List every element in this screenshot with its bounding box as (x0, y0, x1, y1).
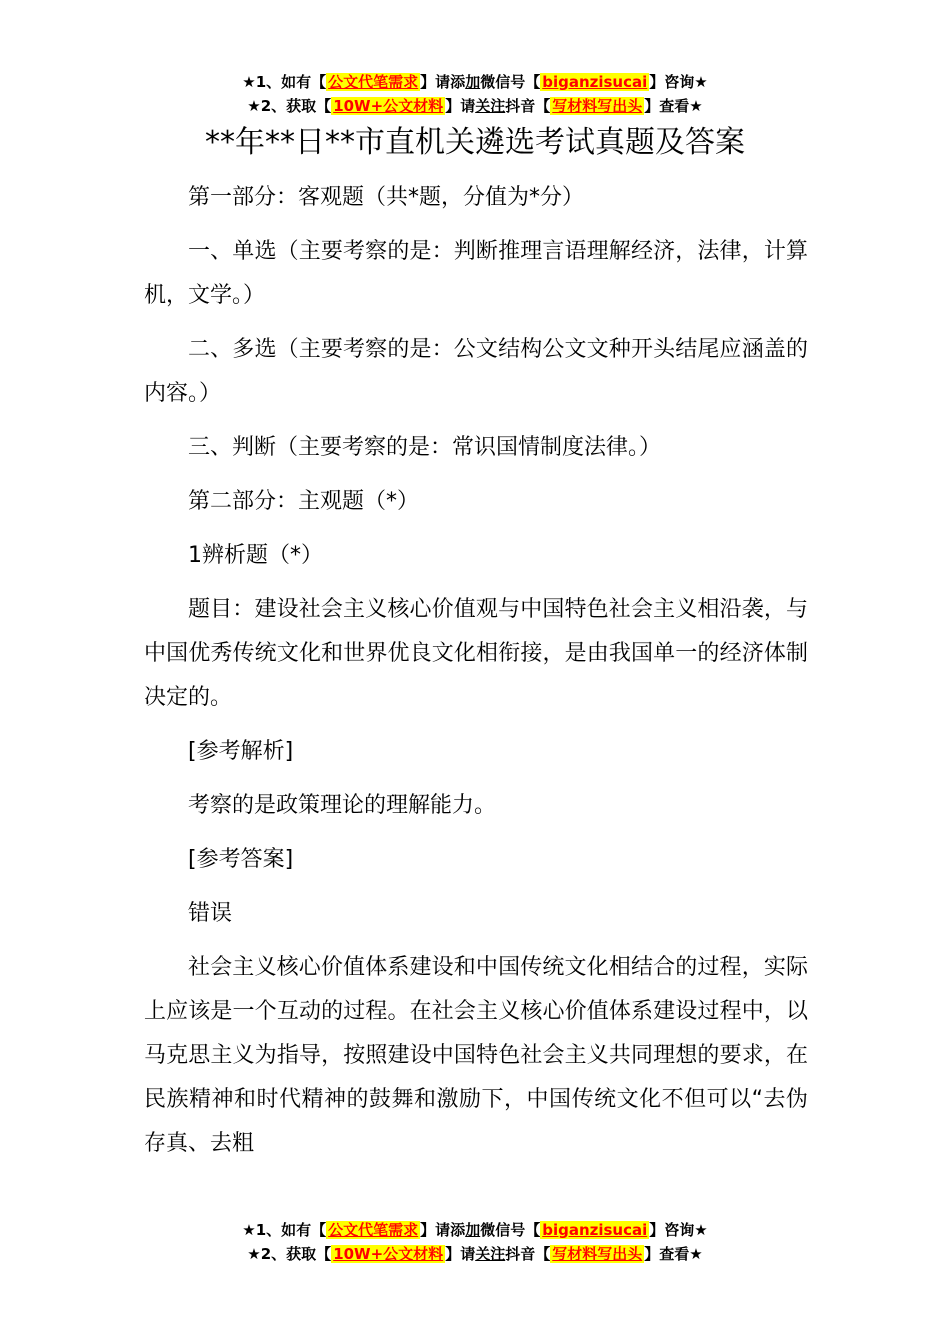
banner-underlined: 关注 (475, 97, 506, 115)
footer-banner (0, 1218, 950, 1266)
banner-text: 抖音【 (505, 97, 551, 115)
highlight-douyin: 写材料写出头 (552, 1245, 643, 1263)
banner-underlined: 加 (465, 73, 481, 91)
paragraph: [参考答案] (188, 847, 294, 872)
paragraph: 1辨析题（*） (188, 543, 323, 568)
paragraph: [参考解析] (188, 739, 294, 764)
paragraph: 社会主义核心价值体系建设和中国传统文化相结合的过程，实际上应该是一个互动的过程。在社会主义核心价值体系建设过程中，以马克思主义为指导，按照建设中国特色社会主义共同理想的要求，在民族精神和时代精神的鼓舞和激励下，中国传统文化不但可以“去伪存真、去粗 (144, 955, 808, 1156)
paragraph: 考察的是政策理论的理解能力。 (188, 793, 497, 818)
paragraph: 二、多选（主要考察的是：公文结构公文文种开头结尾应涵盖的内容。） (144, 337, 808, 406)
banner-line-2 (0, 94, 950, 118)
paragraph: 一、单选（主要考察的是：判断推理言语理解经济，法律，计算机，文学。） (144, 239, 808, 308)
paragraph: 错误 (188, 901, 233, 926)
banner-text: 】请 (445, 1245, 476, 1263)
banner-underlined: 加 (465, 1221, 481, 1239)
banner-text: ★1、如有【 (242, 1221, 327, 1239)
banner-underlined: 关注 (475, 1245, 506, 1263)
banner-line-1 (0, 70, 950, 94)
banner-text: 】咨询★ (649, 1221, 708, 1239)
banner-text: ★2、获取【 (247, 1245, 332, 1263)
banner-text: 】查看★ (644, 1245, 703, 1263)
highlight-materials: 10W+公文材料 (333, 1245, 444, 1263)
banner-text: 】查看★ (644, 97, 703, 115)
page-title: **年**日**市直机关遴选考试真题及答案 (205, 125, 745, 160)
banner-text: 】请 (445, 97, 476, 115)
paragraph: 第二部分：主观题（*） (188, 489, 420, 514)
banner-text: 抖音【 (505, 1245, 551, 1263)
banner-text: ★2、获取【 (247, 97, 332, 115)
header-banner (0, 70, 950, 118)
document-body (144, 176, 808, 1176)
paragraph: 三、判断（主要考察的是：常识国情制度法律。） (188, 435, 662, 460)
highlight-wechat-id: biganzisucai (542, 1221, 648, 1239)
paragraph: 第一部分：客观题（共*题，分值为*分） (188, 185, 585, 210)
banner-line-1 (0, 1218, 950, 1242)
banner-text: ★1、如有【 (242, 73, 327, 91)
banner-line-2 (0, 1242, 950, 1266)
highlight-service: 公文代笔需求 (328, 73, 419, 91)
banner-text: 】咨询★ (649, 73, 708, 91)
banner-text: 微信号【 (480, 73, 541, 91)
highlight-wechat-id: biganzisucai (542, 73, 648, 91)
banner-text: 微信号【 (480, 1221, 541, 1239)
highlight-douyin: 写材料写出头 (552, 97, 643, 115)
banner-text: 】请添 (420, 1221, 466, 1239)
banner-text: 】请添 (420, 73, 466, 91)
paragraph: 题目：建设社会主义核心价值观与中国特色社会主义相沿袭，与中国优秀传统文化和世界优良文化相衔接，是由我国单一的经济体制决定的。 (144, 597, 808, 710)
highlight-materials: 10W+公文材料 (333, 97, 444, 115)
highlight-service: 公文代笔需求 (328, 1221, 419, 1239)
